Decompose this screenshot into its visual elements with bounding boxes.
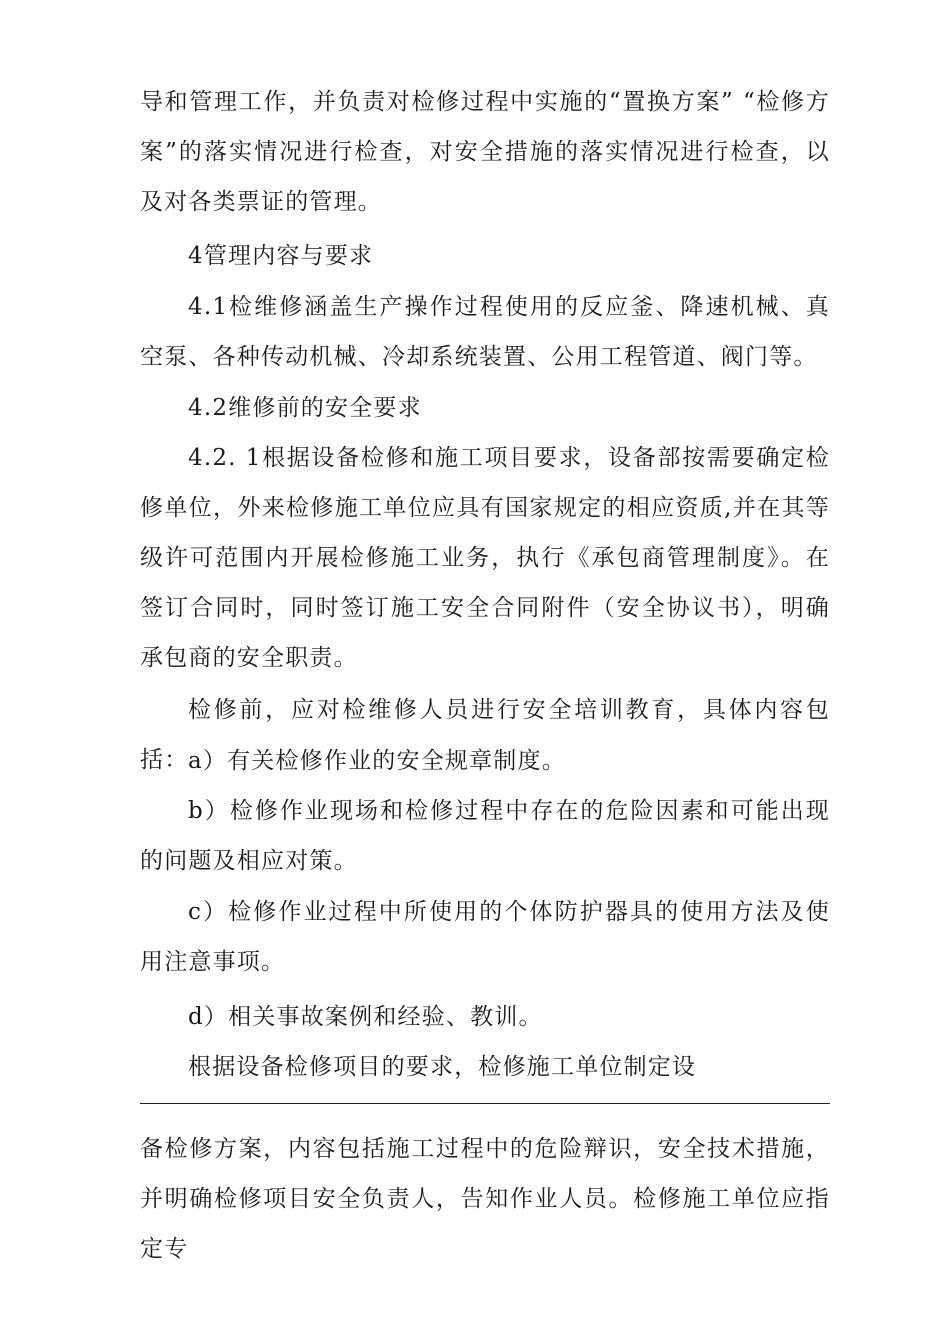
- paragraph-4-1-scope: 4.1检维修涵盖生产操作过程使用的反应釜、降速机械、真空泵、各种传动机械、冷却系统装置、公用工程管道、阀门等。: [140, 294, 830, 370]
- paragraph-training-intro: 检修前，应对检维修人员进行安全培训教育，具体内容包括：: [140, 697, 830, 773]
- list-item-a: a）有关检修作业的安全规章制度。: [188, 748, 566, 774]
- list-item-b: b）检修作业现场和检修过程中存在的危险因素和可能出现的问题及相应对策。: [140, 798, 830, 874]
- paragraph-supervision-duties: 导和管理工作，并负责对检修过程中实施的“置换方案” “检修方案”的落实情况进行检查，对安全措施的落实情况进行检查，以及对各类票证的管理。: [140, 89, 830, 215]
- list-item-d: d）相关事故案例和经验、教训。: [188, 1004, 543, 1030]
- heading-management-content: 4管理内容与要求: [188, 243, 374, 269]
- paragraph-4-2-1-contractor: 4.2. 1根据设备检修和施工项目要求，设备部按需要确定检修单位，外来检修施工单位应具有国家规定的相应资质,并在其等级许可范围内开展检修施工业务，执行《承包商管理制度》。在签订合同时，同时签订施工安全合同附件（安全协议书），明确承包商的安全职责。: [140, 445, 830, 671]
- page-break-line: [140, 1103, 830, 1104]
- list-item-c: c）检修作业过程中所使用的个体防护器具的使用方法及使用注意事项。: [140, 899, 830, 975]
- paragraph-plan-start: 根据设备检修项目的要求，检修施工单位制定设: [188, 1054, 697, 1080]
- heading-4-2-pre-maintenance: 4.2维修前的安全要求: [188, 395, 422, 421]
- paragraph-plan-continued: 备检修方案，内容包括施工过程中的危险辩识，安全技术措施，并明确检修项目安全负责人，告知作业人员。检修施工单位应指定专: [140, 1136, 830, 1262]
